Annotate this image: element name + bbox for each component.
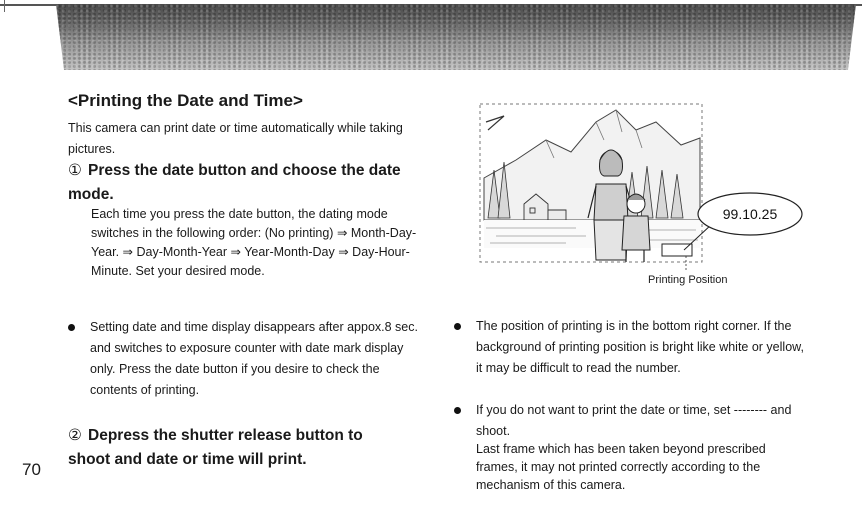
step-1-title: Press the date button and choose the date mode. — [68, 162, 401, 203]
sky-mark — [486, 116, 504, 130]
photo-illustration — [476, 100, 806, 275]
step-1-number: ① — [68, 162, 82, 179]
intro-text: This camera can print date or time automatically while taking pictures. — [68, 121, 403, 156]
step-2-number: ② — [68, 427, 82, 444]
camera-note: Last frame which has been taken beyond prescribed frames, it may not printed correctly according to the mechanism of this camera. — [476, 442, 766, 492]
bullet-dot — [68, 324, 75, 331]
corner-mark — [4, 0, 13, 12]
left-bullet — [90, 317, 420, 401]
right-bullet-2-text: If you do not want to print the date or time, set -------- and shoot. — [476, 403, 792, 438]
step-1-heading — [68, 159, 428, 207]
header-band — [56, 4, 856, 70]
step-2-heading — [68, 424, 398, 472]
illustration-caption: Printing Position — [648, 274, 728, 286]
right-bullet-2 — [476, 400, 816, 442]
section-title: <Printing the Date and Time> — [68, 91, 303, 110]
right-bullet-1 — [476, 316, 806, 379]
page-number: 70 — [22, 460, 41, 479]
date-stamp-box — [662, 244, 692, 256]
left-bullet-text: Setting date and time display disappears after appox.8 sec. and switches to exposure counter with date mark display only. Press the date button if you desire to check the contents of printing. — [90, 320, 418, 397]
date-stamp-text: 99.10.25 — [722, 206, 778, 222]
bullet-dot — [454, 323, 461, 330]
bullet-dot — [454, 407, 461, 414]
right-bullet-1-text: The position of printing is in the bottom right corner. If the background of printing position is bright like white or yellow, it may be difficult to read the number. — [476, 319, 804, 375]
step-2-title: Depress the shutter release button to shoot and date or time will print. — [68, 427, 363, 468]
step-1-body: Each time you press the date button, the dating mode switches in the following order: (No printing) ⇒ Month-Day-Year. ⇒ Day-Month-Year ⇒ Year-Month-Day ⇒ Day-Hour-Minute. Set your desired mode. — [91, 207, 417, 278]
